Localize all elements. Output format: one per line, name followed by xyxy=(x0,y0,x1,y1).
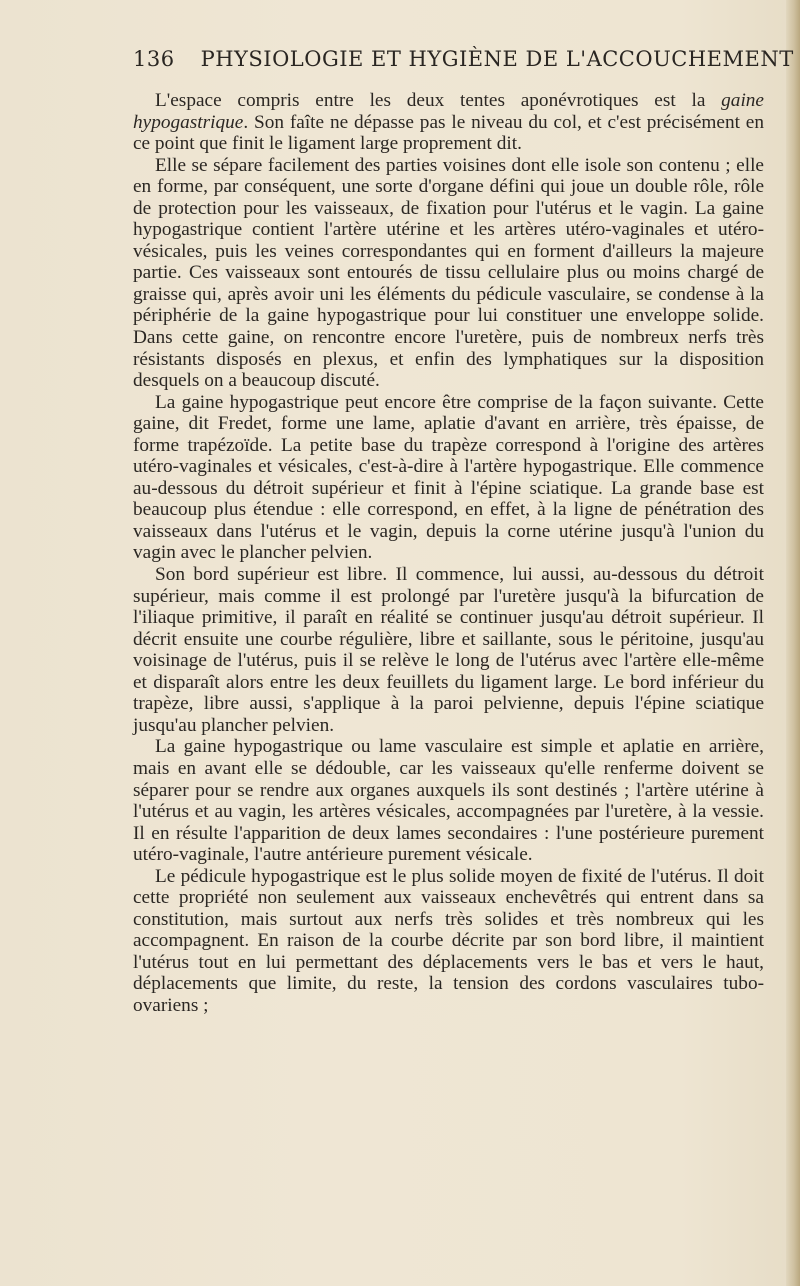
paragraph-1 xyxy=(133,90,764,155)
paragraph-4: Son bord supérieur est libre. Il commence, lui aussi, au-dessous du détroit supérieur, mais comme il est prolongé par l'uretère jusqu'à la bifurcation de l'iliaque primitive, il paraît en réalité se continuer jusqu'au détroit supérieur. Il décrit ensuite une courbe régulière, libre et saillante, sous le péritoine, jusqu'au voisinage de l'utérus, puis il se relève le long de l'utérus avec l'artère elle-même et disparaît alors entre les deux feuillets du ligament large. Le bord inférieur du trapèze, libre aussi, s'applique à la paroi pelvienne, depuis l'épine sciatique jusqu'au plancher pelvien. xyxy=(133,564,764,736)
paragraph-5: La gaine hypogastrique ou lame vasculaire est simple et aplatie en arrière, mais en avant elle se dédouble, car les vaisseaux qu'elle renferme doivent se séparer pour se rendre aux organes auxquels ils sont destinés ; l'artère utérine à l'utérus et au vagin, les artères vésicales, accompagnées par l'uretère, à la vessie. Il en résulte l'apparition de deux lames secondaires : l'une postérieure purement utéro-vaginale, l'autre antérieure purement vésicale. xyxy=(133,736,764,866)
page-edge-shadow xyxy=(786,0,800,1286)
paragraph-3: La gaine hypogastrique peut encore être comprise de la façon suivante. Cette gaine, dit Fredet, forme une lame, aplatie d'avant en arrière, très épaisse, de forme trapézoïde. La petite base du trapèze correspond à l'origine des artères utéro-vaginales et vésicales, c'est-à-dire à l'artère hypogastrique. Elle commence au-dessous du détroit supérieur et finit à l'épine sciatique. La grande base est beaucoup plus étendue : elle correspond, en effet, à la ligne de pénétration des vaisseaux dans l'utérus et le vagin, depuis la corne utérine jusqu'à l'union du vagin avec le plancher pelvien. xyxy=(133,391,764,564)
body-text xyxy=(133,90,764,1017)
paragraph-2: Elle se sépare facilement des parties voisines dont elle isole son contenu ; elle en forme, par conséquent, une sorte d'organe défini qui joue un double rôle, rôle de protection pour les vaisseaux, de fixation pour l'utérus et le vagin. La gaine hypogastrique contient l'artère utérine et les artères utéro-vaginales et utéro-vésicales, puis les veines correspondantes qui en forment d'ailleurs la majeure partie. Ces vaisseaux sont entourés de tissu cellulaire plus ou moins chargé de graisse qui, après avoir uni les éléments du pédicule vasculaire, se condense à la périphérie de la gaine hypogastrique pour lui constituer une enveloppe solide. Dans cette gaine, on rencontre encore l'uretère, puis de nombreux nerfs très résistants disposés en plexus, et enfin des lymphatiques sur la disposition desquels on a beaucoup discuté. xyxy=(133,154,764,392)
paragraph-1-rest: . Son faîte ne dépasse pas le niveau du col, et c'est précisément en ce point que finit le ligament large proprement dit. xyxy=(133,111,764,155)
paragraph-1-lead: L'espace compris entre les deux tentes aponévrotiques est la xyxy=(155,90,722,111)
term-gaine-hypogastrique: gaine hypogastrique xyxy=(133,90,764,133)
page-number: 136 xyxy=(133,47,175,71)
running-title: PHYSIOLOGIE ET HYGIÈNE DE L'ACCOUCHEMENT xyxy=(200,47,794,71)
paragraph-6: Le pédicule hypogastrique est le plus solide moyen de fixité de l'utérus. Il doit cette propriété non seulement aux vaisseaux enchevêtrés qui entrent dans sa constitution, mais surtout aux nerfs très solides et très nombreux qui les accompagnent. En raison de la courbe décrite par son bord libre, il maintient l'utérus tout en lui permettant des déplacements vers le bas et vers le haut, déplacements que limite, du reste, la tension des cordons vasculaires tubo-ovariens ; xyxy=(133,865,764,1016)
running-header xyxy=(133,47,794,71)
